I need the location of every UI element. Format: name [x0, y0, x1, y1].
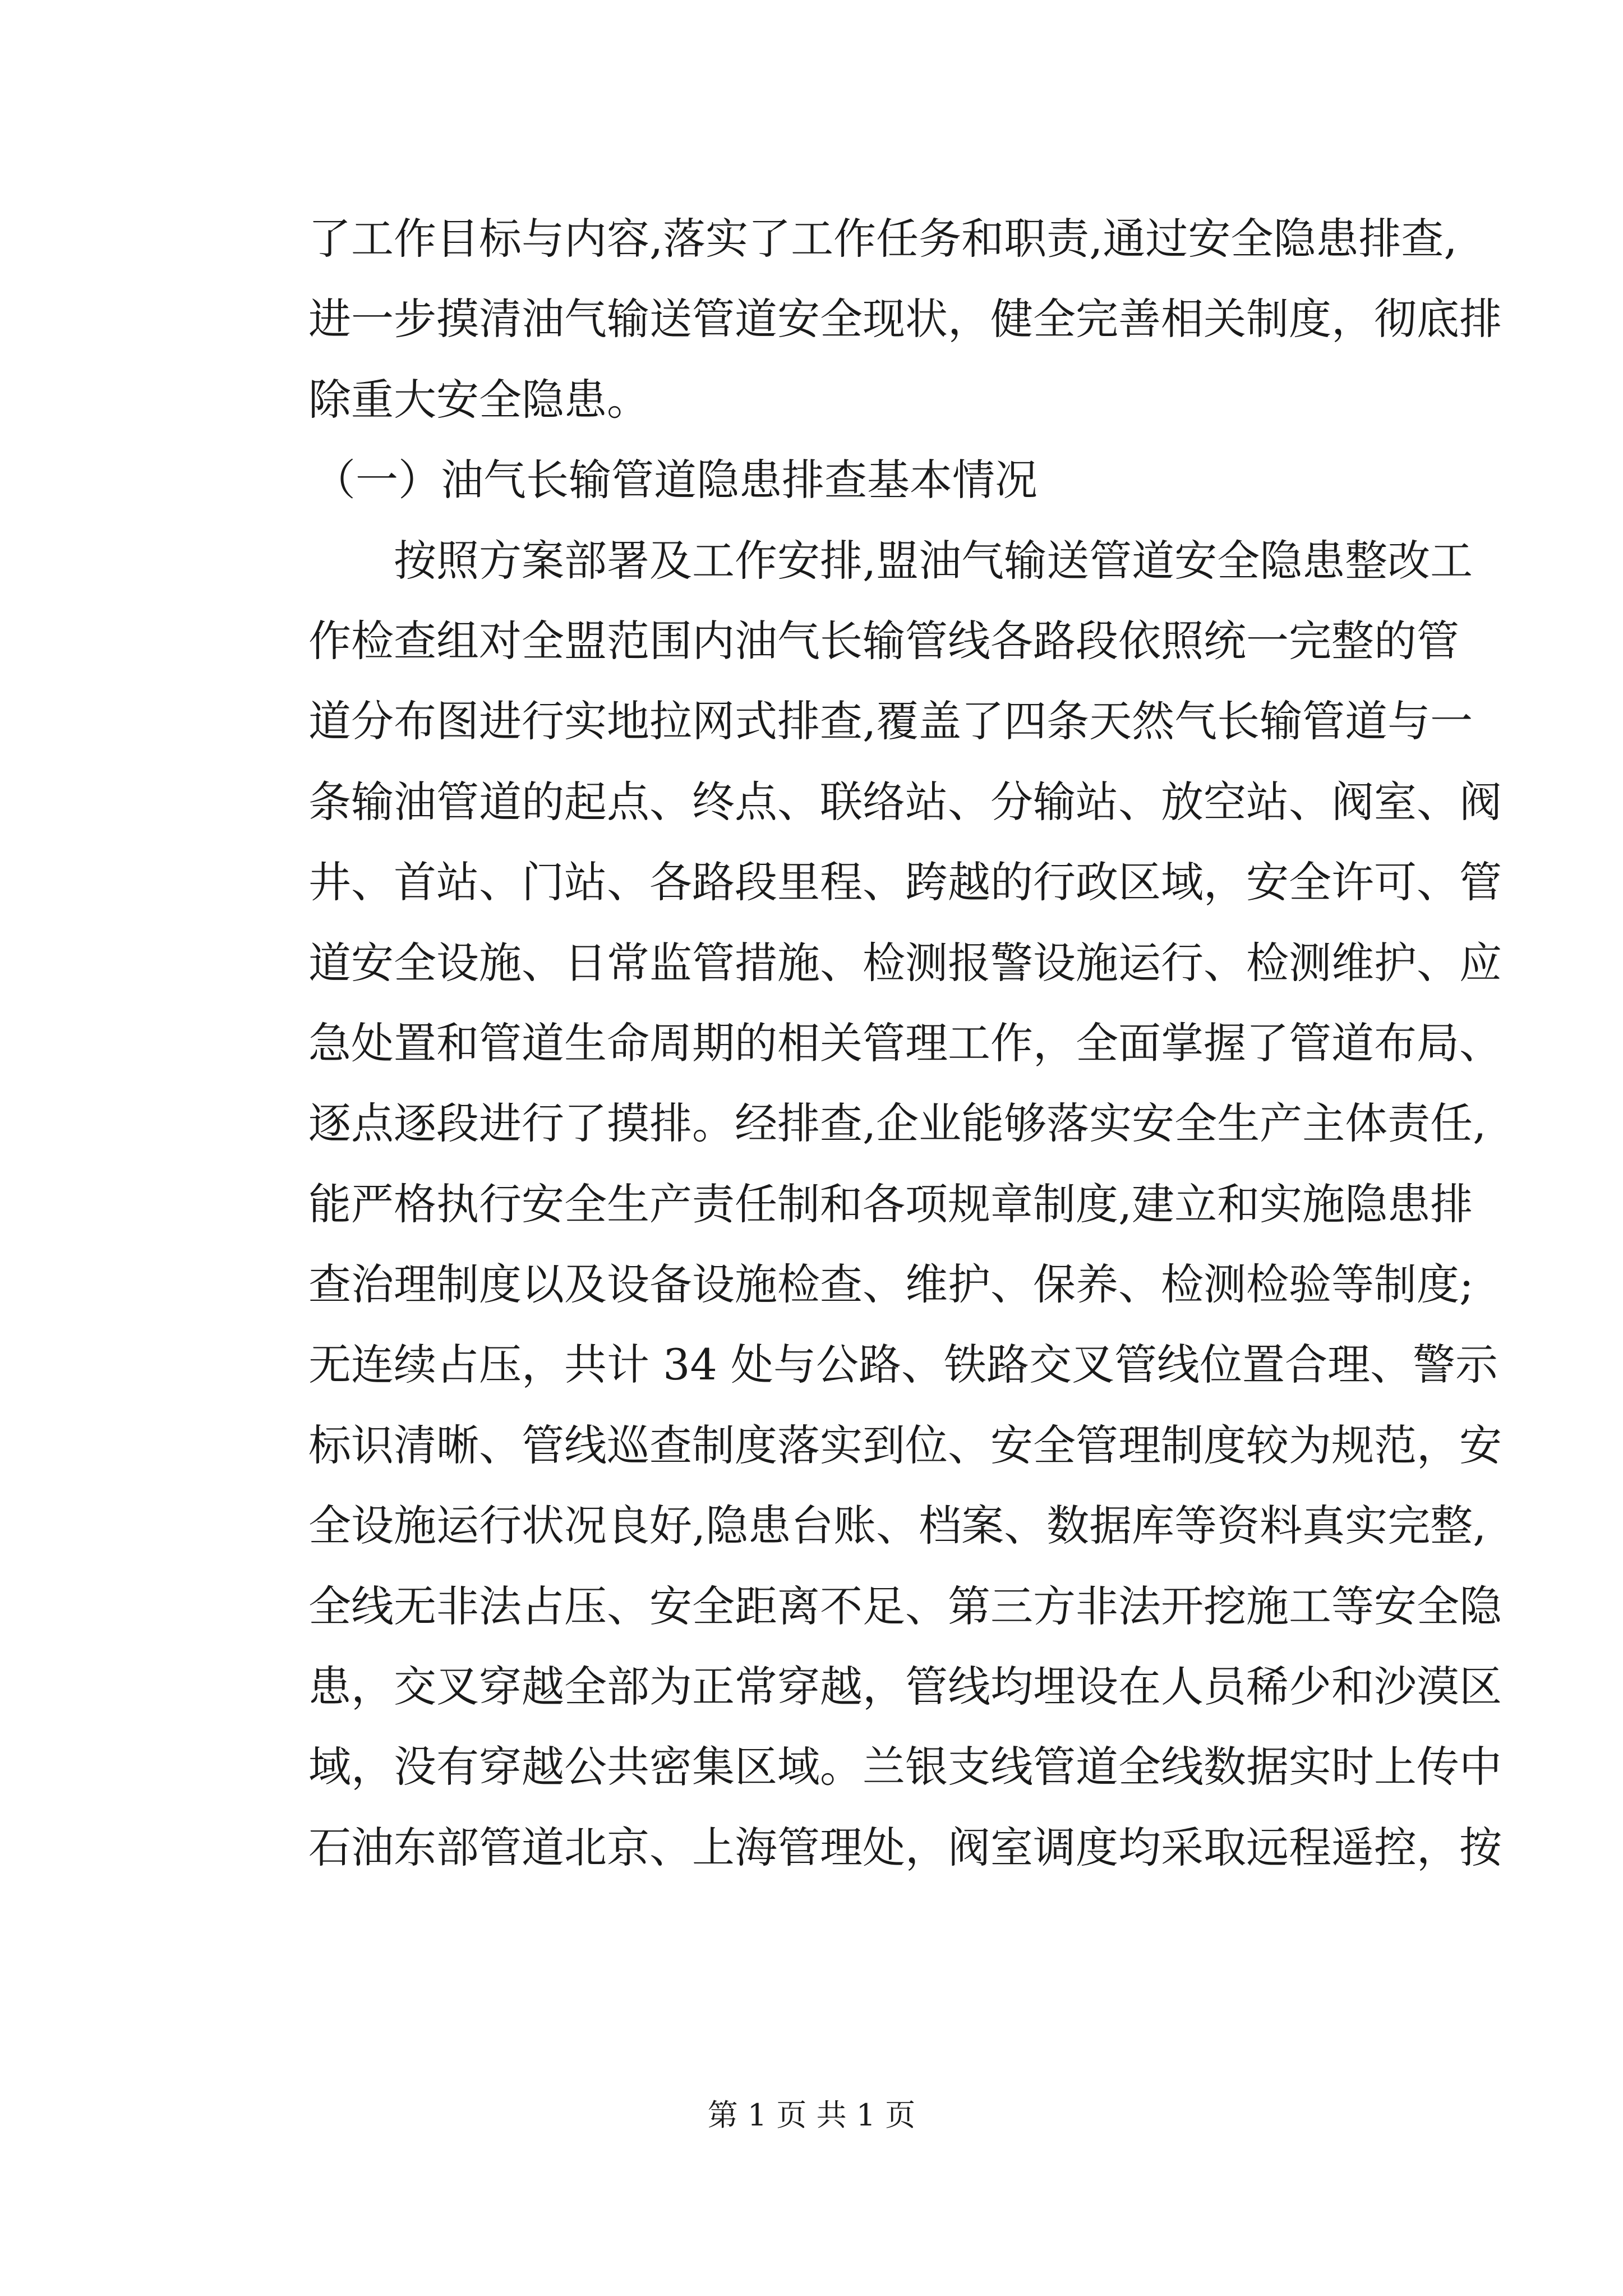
- text-line: 作检查组对全盟范围内油气长输管线各路段依照统一完整的管: [308, 615, 1459, 666]
- text-line: 患，交叉穿越全部为正常穿越，管线均埋设在人员稀少和沙漠区: [308, 1662, 1502, 1712]
- text-line: 逐点逐段进行了摸排。经排查,企业能够落实安全生产主体责任,: [308, 1098, 1487, 1149]
- text-line: 查治理制度以及设备设施检查、维护、保养、检测检验等制度;: [308, 1259, 1474, 1310]
- text-line: 道安全设施、日常监管措施、检测报警设施运行、检测维护、应: [308, 937, 1502, 988]
- text-line: 域，没有穿越公共密集区域。兰银支线管道全线数据实时上传中: [308, 1742, 1502, 1792]
- text-line: 能严格执行安全生产责任制和各项规章制度,建立和实施隐患排: [308, 1179, 1473, 1229]
- page-footer: 第 1 页 共 1 页: [707, 2097, 916, 2133]
- text-line: 急处置和管道生命周期的相关管理工作，全面掌握了管道布局、: [308, 1018, 1502, 1068]
- text-line: 条输油管道的起点、终点、联络站、分输站、放空站、阀室、阀: [308, 776, 1502, 827]
- text-line: 标识清晰、管线巡查制度落实到位、安全管理制度较为规范，安: [308, 1420, 1502, 1470]
- text-line: 井、首站、门站、各路段里程、跨越的行政区域，安全许可、管: [308, 857, 1502, 908]
- body-text: [308, 199, 1502, 1888]
- text-line: 除重大安全隐患。: [308, 374, 649, 425]
- text-line: 全线无非法占压、安全距离不足、第三方非法开挖施工等安全隐: [308, 1581, 1502, 1631]
- text-line: 无连续占压，共计 34 处与公路、铁路交叉管线位置合理、警示: [308, 1340, 1498, 1390]
- text-line: 全设施运行状况良好,隐患台账、档案、数据库等资料真实完整,: [308, 1501, 1487, 1551]
- text-line: 了工作目标与内容,落实了工作任务和职责,通过安全隐患排查,: [308, 214, 1458, 264]
- text-line: 进一步摸清油气输送管道安全现状，健全完善相关制度，彻底排: [308, 294, 1502, 344]
- text-line: 道分布图进行实地拉网式排查,覆盖了四条天然气长输管道与一: [308, 696, 1473, 747]
- section-heading: （一）油气长输管道隐患排查基本情况: [313, 455, 1038, 505]
- text-line: 按照方案部署及工作安排,盟油气输送管道安全隐患整改工: [394, 535, 1473, 586]
- text-line: 石油东部管道北京、上海管理处，阀室调度均采取远程遥控，按: [308, 1822, 1502, 1872]
